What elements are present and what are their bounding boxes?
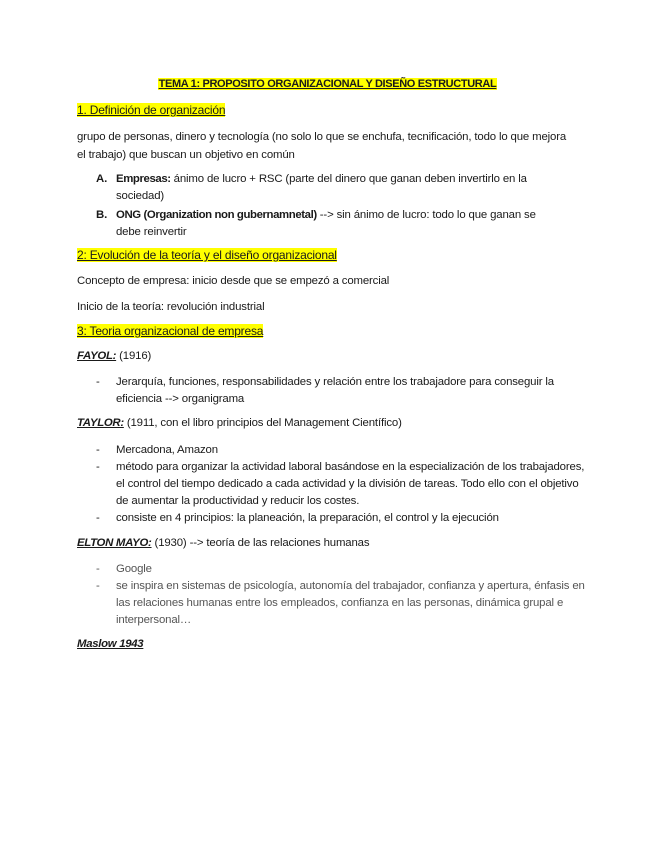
author-fayol [77, 350, 151, 362]
author-detail: (1911, con el libro principios del Management Científico) [123, 417, 402, 429]
section-1-definition: grupo de personas, dinero y tecnología (no solo lo que se enchufa, tecnificación, todo lo que mejora el trabajo) que buscan un objetivo en común [77, 131, 567, 161]
fayol-bullets [96, 374, 586, 408]
author-name: TAYLOR: [77, 417, 124, 429]
author-taylor [77, 417, 402, 429]
author-detail: (1916) [116, 350, 152, 362]
section-1-heading: 1. Definición de organización [77, 103, 226, 117]
author-detail: (1930) --> teoría de las relaciones humanas [151, 537, 370, 549]
section-2-line-2: Inicio de la teoría: revolución industrial [77, 301, 265, 313]
taylor-bullets [96, 442, 586, 527]
author-name: ELTON MAYO: [77, 537, 152, 549]
list-item: - Google [96, 561, 586, 578]
document-title: TEMA 1: PROPOSITO ORGANIZACIONAL Y DISEÑO ESTRUCTURAL [158, 78, 497, 90]
list-marker: B. [96, 209, 108, 221]
author-elton-mayo [77, 537, 369, 549]
author-name: FAYOL: [77, 350, 117, 362]
author-maslow [77, 638, 143, 650]
list-item: - consiste en 4 principios: la planeación, la preparación, el control y la ejecución [96, 510, 586, 527]
section-2-heading: 2: Evolución de la teoría y el diseño organizacional [77, 248, 337, 262]
section-2-line-1: Concepto de empresa: inicio desde que se empezó a comercial [77, 275, 390, 287]
author-name: Maslow 1943 [77, 638, 144, 650]
list-item [96, 171, 556, 205]
organization-types-list [96, 171, 556, 243]
list-text: --> sin ánimo de lucro: todo lo que ganan se debe reinvertir [116, 209, 536, 238]
list-item: - Jerarquía, funciones, responsabilidades y relación entre los trabajadore para conseguir la eficiencia --> organigrama [96, 374, 586, 408]
list-text: ánimo de lucro + RSC (parte del dinero que ganan deben invertirlo en la sociedad) [116, 173, 527, 202]
section-3-heading: 3: Teoria organizacional de empresa [77, 324, 264, 338]
list-item [96, 207, 556, 241]
list-term: ONG (Organization non gubernamnetal) [116, 209, 317, 221]
list-item: - se inspira en sistemas de psicología, autonomía del trabajador, confianza y apertura, énfasis en las relaciones humanas entre los empleados, confianza en las personas, dinámica grupal e interpersonal… [96, 578, 586, 629]
list-marker: A. [96, 173, 108, 185]
list-item: - Mercadona, Amazon [96, 442, 586, 459]
list-item: - método para organizar la actividad laboral basándose en la especialización de los trabajadores, el control del tiempo dedicado a cada actividad y la división de tareas. Todo ello con el objetivo de aumentar la productividad y reducir los costes. [96, 459, 586, 510]
mayo-bullets [96, 561, 586, 629]
list-term: Empresas: [116, 173, 171, 185]
